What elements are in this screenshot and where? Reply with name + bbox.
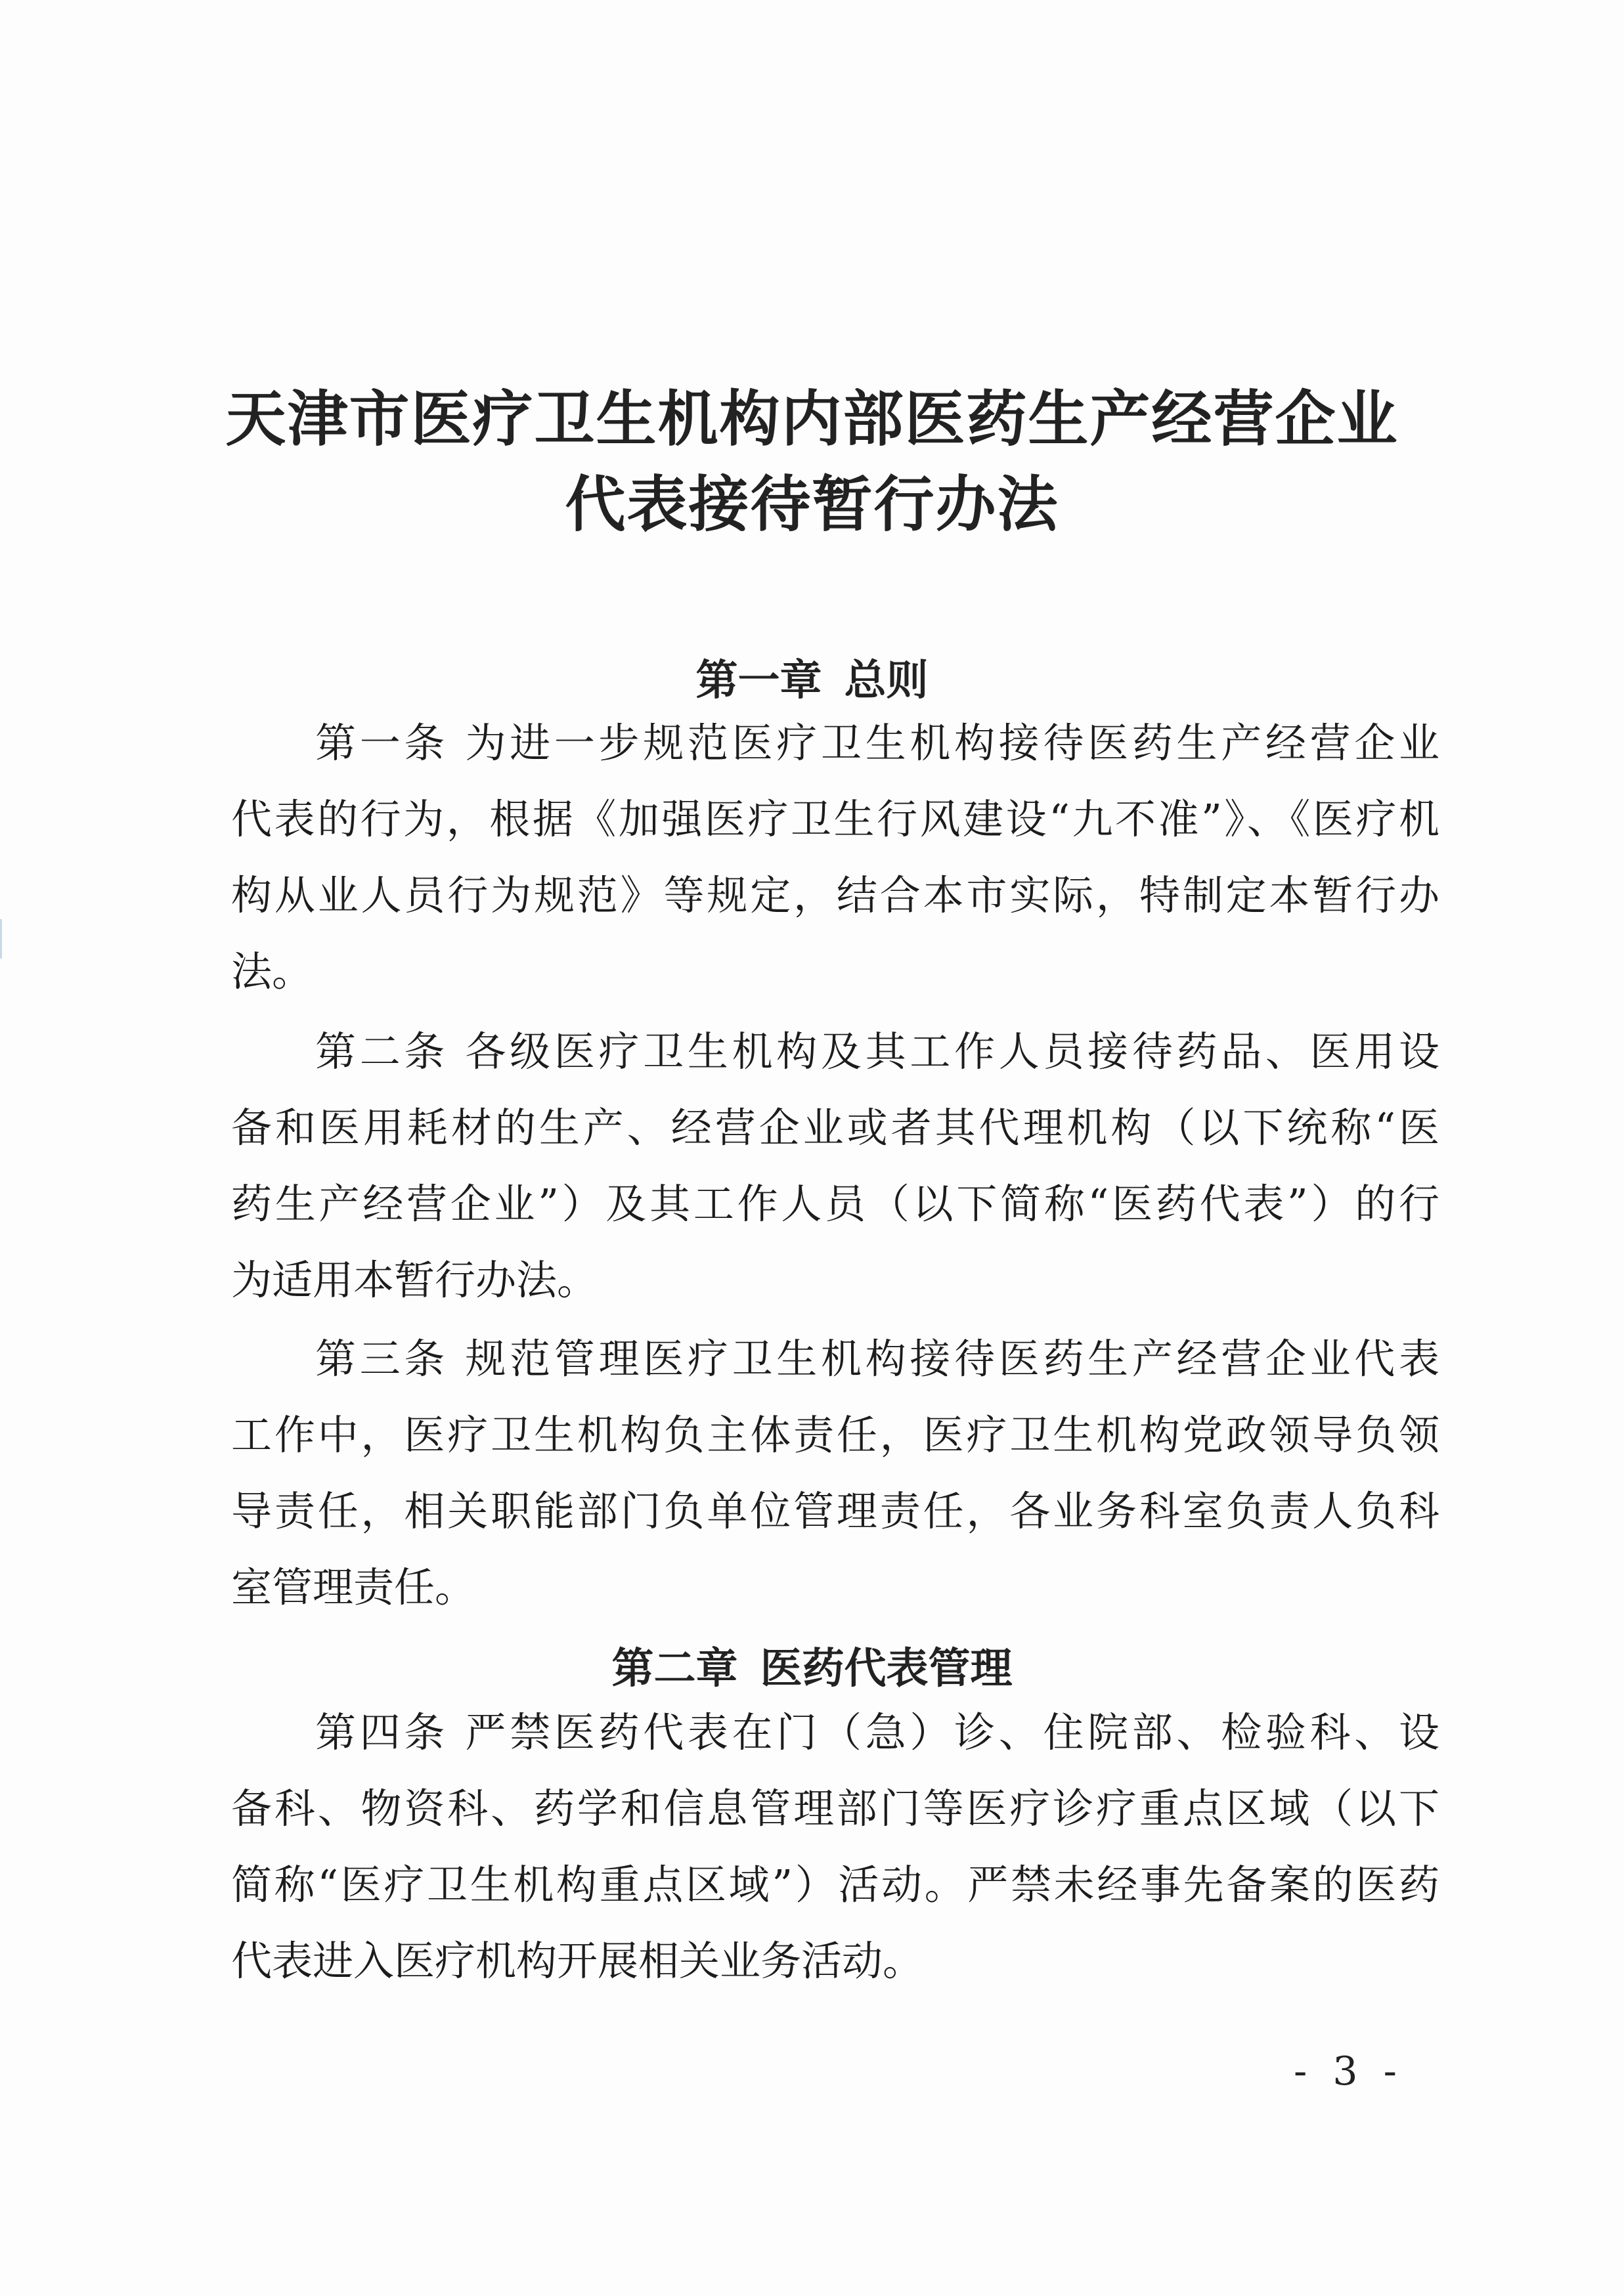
article-2 — [231, 1014, 1439, 1318]
article-4 — [231, 1695, 1439, 1999]
article-line: 室管理责任。 — [231, 1563, 476, 1611]
chapter-2-label: 第二章 — [611, 1645, 738, 1693]
article-line: 备科、物资科、药学和信息管理部门等医疗诊疗重点区域（以下 — [231, 1785, 1439, 1832]
article-line: 备和医用耗材的生产、经营企业或者其代理机构（以下统称“医 — [231, 1104, 1439, 1152]
article-line: 第三条 规范管理医疗卫生机构接待医药生产经营企业代表 — [315, 1335, 1439, 1383]
article-line: 导责任，相关职能部门负单位管理责任，各业务科室负责人负科 — [231, 1487, 1439, 1535]
chapter-1-heading — [197, 647, 1427, 707]
article-line: 代表进入医疗机构开展相关业务活动。 — [231, 1937, 924, 1985]
article-line: 工作中，医疗卫生机构负主体责任，医疗卫生机构党政领导负领 — [231, 1411, 1439, 1459]
article-line: 第一条 为进一步规范医疗卫生机构接待医药生产经营企业 — [315, 719, 1439, 767]
document-title-line-2: 代表接待暂行办法 — [565, 469, 1059, 540]
chapter-2-heading — [197, 1635, 1427, 1695]
article-line: 法。 — [231, 947, 313, 995]
article-3 — [231, 1321, 1439, 1626]
page-number: - 3 - — [1294, 2048, 1403, 2094]
scan-edge-mark — [0, 919, 2, 959]
article-line: 简称“医疗卫生机构重点区域”）活动。严禁未经事先备案的医药 — [231, 1861, 1439, 1909]
article-line: 构从业人员行为规范》等规定，结合本市实际，特制定本暂行办 — [231, 871, 1439, 919]
document-title-line-1: 天津市医疗卫生机构内部医药生产经营企业 — [225, 383, 1399, 454]
chapter-1-label: 第一章 — [695, 657, 822, 705]
article-line: 代表的行为，根据《加强医疗卫生行风建设“九不准”》、《医疗机 — [231, 795, 1439, 843]
chapter-2-name: 医药代表管理 — [760, 1645, 1013, 1693]
article-line: 第四条 严禁医药代表在门（急）诊、住院部、检验科、设 — [315, 1708, 1439, 1756]
article-line: 药生产经营企业”）及其工作人员（以下简称“医药代表”）的行 — [231, 1180, 1439, 1228]
article-1 — [231, 705, 1439, 1010]
article-line: 第二条 各级医疗卫生机构及其工作人员接待药品、医用设 — [315, 1028, 1439, 1075]
chapter-1-name: 总则 — [844, 657, 929, 705]
article-line: 为适用本暂行办法。 — [231, 1256, 598, 1304]
